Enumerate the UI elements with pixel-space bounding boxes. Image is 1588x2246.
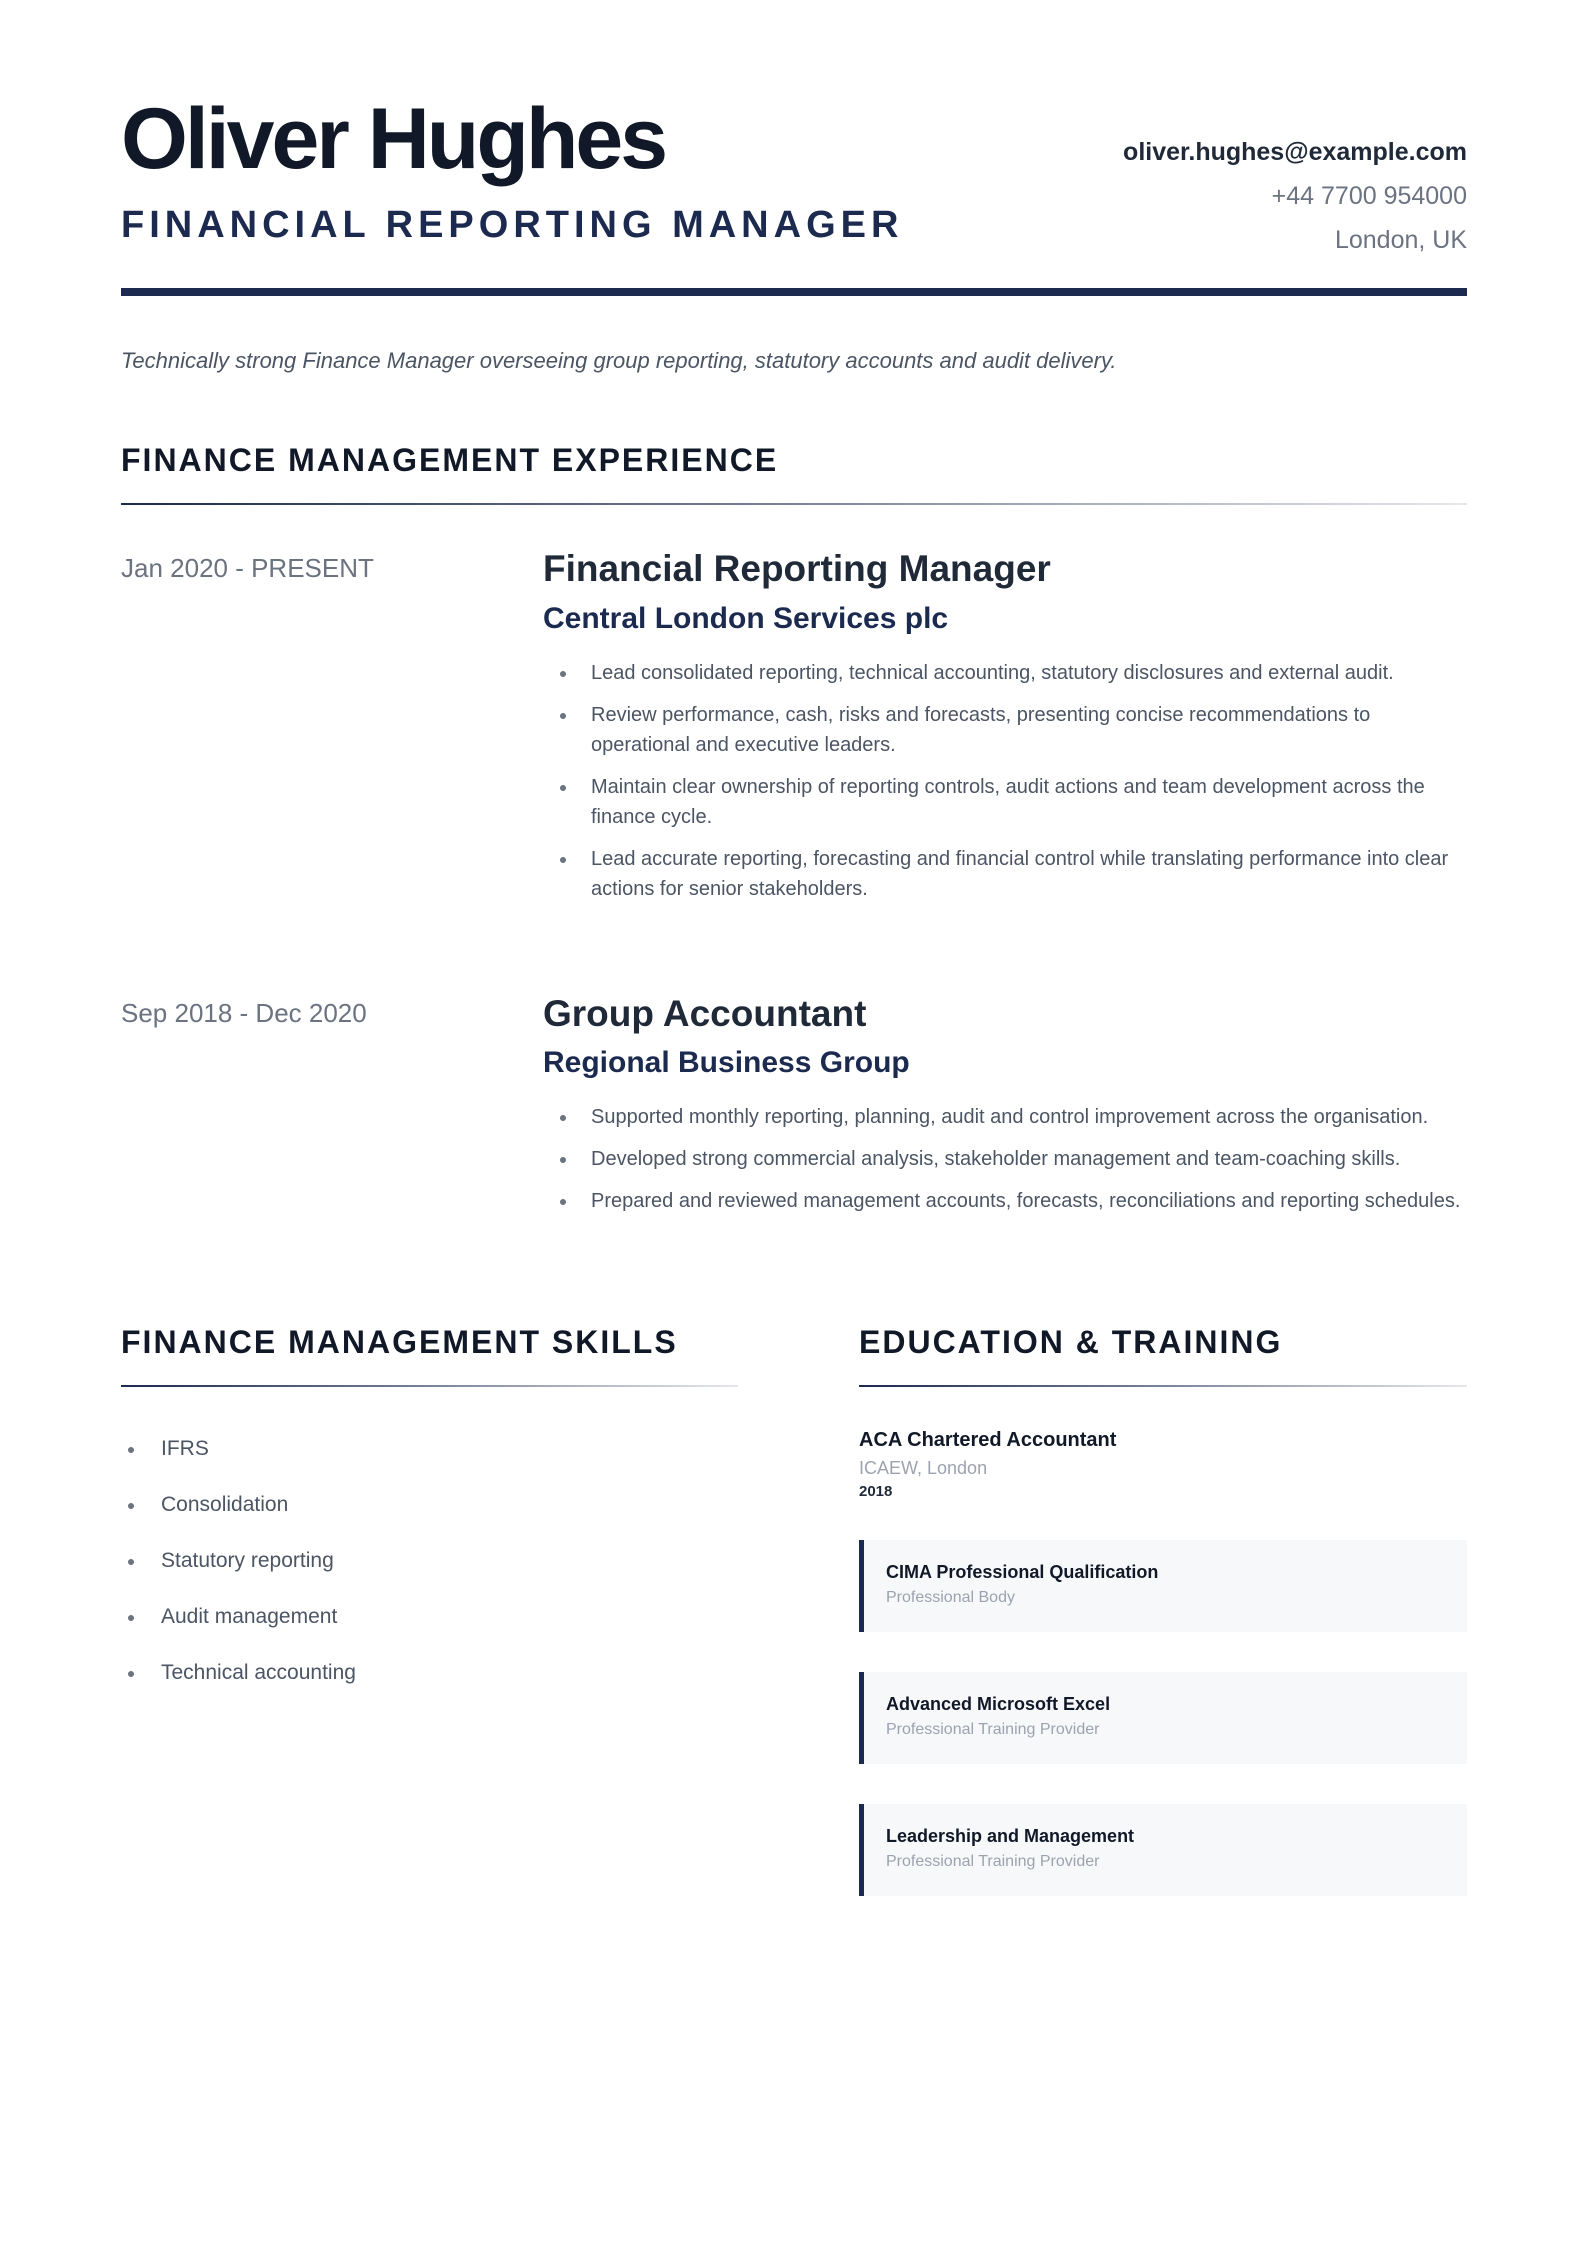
job-title: Group Accountant (543, 992, 867, 1034)
profile-summary: Technically strong Finance Manager overseeing group reporting, statutory accounts and audit delivery. (121, 348, 1117, 373)
training-provider: Professional Training Provider (886, 1721, 1100, 1739)
resume-header (121, 0, 1467, 296)
job-entry (121, 994, 1467, 1229)
skills-divider (121, 1385, 738, 1387)
education-section (859, 1324, 1467, 1896)
training-card (859, 1672, 1467, 1764)
job-details (543, 994, 1467, 1229)
skill-item: Statutory reporting (161, 1533, 738, 1589)
training-provider: Professional Body (886, 1589, 1015, 1607)
training-card (859, 1804, 1467, 1896)
contact-phone[interactable]: +44 7700 954000 (1271, 182, 1467, 210)
skill-item: Technical accounting (161, 1645, 738, 1701)
education-title: EDUCATION & TRAINING (859, 1324, 1283, 1361)
job-bullet: Supported monthly reporting, planning, audit and control improvement across the organisation. (591, 1102, 1467, 1132)
training-title: Leadership and Management (886, 1826, 1135, 1847)
job-company: Regional Business Group (543, 1046, 910, 1080)
education-year: 2018 (859, 1483, 893, 1501)
training-provider: Professional Training Provider (886, 1853, 1100, 1871)
training-card (859, 1540, 1467, 1632)
contact-location: London, UK (1334, 226, 1467, 254)
job-dates: Sep 2018 - Dec 2020 (121, 997, 367, 1028)
job-bullet: Maintain clear ownership of reporting controls, audit actions and team development across the finance cycle. (591, 772, 1467, 832)
experience-title: FINANCE MANAGEMENT EXPERIENCE (121, 442, 779, 478)
skills-list (121, 1421, 738, 1701)
header-divider (121, 288, 1467, 296)
job-dates: Jan 2020 - PRESENT (121, 553, 374, 583)
education-divider (859, 1385, 1467, 1387)
job-bullets (543, 1102, 1467, 1216)
training-title: CIMA Professional Qualification (886, 1562, 1159, 1583)
skill-item: Audit management (161, 1589, 738, 1645)
job-bullet: Prepared and reviewed management accounts, forecasts, reconciliations and reporting schedules. (591, 1186, 1467, 1216)
education-title-text: ACA Chartered Accountant (859, 1429, 1117, 1452)
skills-section (121, 1324, 738, 1896)
training-title: Advanced Microsoft Excel (886, 1694, 1111, 1715)
candidate-headline: FINANCIAL REPORTING MANAGER (121, 204, 904, 246)
experience-section (121, 442, 1467, 1228)
contact-email[interactable]: oliver.hughes@example.com (1123, 138, 1467, 166)
job-bullets (543, 658, 1467, 904)
experience-divider (121, 503, 1467, 505)
education-org: ICAEW, London (859, 1458, 988, 1479)
skill-item: IFRS (161, 1421, 738, 1477)
education-entry (859, 1429, 1467, 1500)
job-bullet: Developed strong commercial analysis, stakeholder management and team-coaching skills. (591, 1144, 1467, 1174)
bottom-columns (121, 1324, 1467, 1896)
skill-item: Consolidation (161, 1477, 738, 1533)
skills-title: FINANCE MANAGEMENT SKILLS (121, 1324, 678, 1361)
job-entry (121, 549, 1467, 916)
job-title: Financial Reporting Manager (543, 548, 1051, 589)
contact-block (1123, 130, 1467, 262)
job-bullet: Lead consolidated reporting, technical accounting, statutory disclosures and external audit. (591, 658, 1467, 688)
job-bullet: Review performance, cash, risks and forecasts, presenting concise recommendations to operational and executive leaders. (591, 700, 1467, 760)
candidate-name: Oliver Hughes (121, 91, 666, 187)
job-company: Central London Services plc (543, 601, 949, 635)
job-details (543, 549, 1467, 916)
job-bullet: Lead accurate reporting, forecasting and financial control while translating performance into clear actions for senior stakeholders. (591, 844, 1467, 904)
